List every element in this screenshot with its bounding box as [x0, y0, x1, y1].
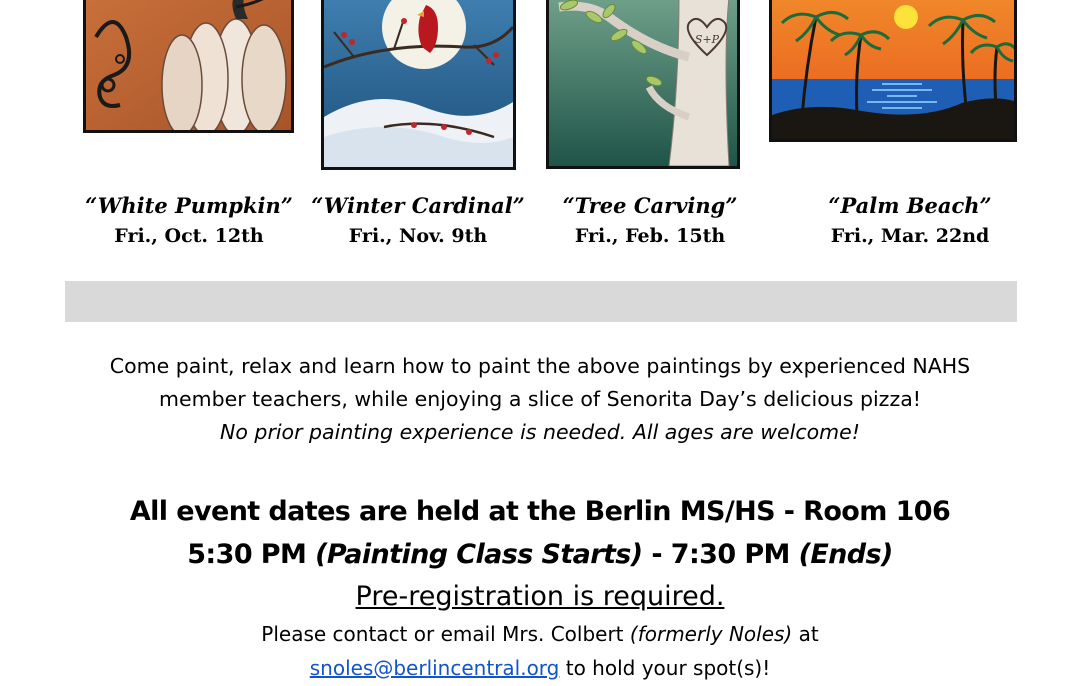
contact-line — [0, 618, 1080, 650]
preregistration-notice: Pre-registration is required. — [355, 581, 725, 612]
painting-title: “Tree Carving” — [562, 193, 738, 218]
formerly-note: (formerly Noles) — [629, 622, 793, 646]
caption-palm-beach — [790, 190, 1030, 250]
divider-bar — [65, 281, 1017, 322]
painting-title: “White Pumpkin” — [85, 193, 293, 218]
email-link[interactable]: snoles@berlincentral.org — [309, 656, 560, 680]
event-location: All event dates are held at the Berlin MS/HS - Room 106 — [129, 496, 951, 527]
intro-line: member teachers, while enjoying a slice of Senorita Day’s delicious pizza! — [159, 387, 921, 411]
intro-note: No prior painting experience is needed. All ages are welcome! — [220, 420, 860, 444]
email-suffix: to hold your spot(s)! — [565, 656, 771, 680]
painting-white-pumpkin — [83, 0, 294, 133]
painting-winter-cardinal — [321, 0, 516, 170]
intro-paragraph — [0, 350, 1080, 449]
contact-text: Please contact or email Mrs. Colbert — [261, 622, 624, 646]
event-details — [0, 490, 1080, 686]
start-note: (Painting Class Starts) — [315, 539, 643, 570]
painting-date: Fri., Mar. 22nd — [830, 225, 990, 247]
time-separator: - — [651, 539, 662, 570]
painting-tree-carving — [546, 0, 740, 169]
painting-date: Fri., Nov. 9th — [348, 225, 488, 247]
email-line — [0, 650, 1080, 686]
caption-white-pumpkin — [72, 190, 306, 250]
painting-palm-beach — [769, 0, 1017, 142]
start-time: 5:30 PM — [187, 539, 307, 570]
carving-initials: S+P — [694, 33, 720, 46]
contact-at: at — [798, 622, 819, 646]
end-time: 7:30 PM — [670, 539, 790, 570]
end-note: (Ends) — [798, 539, 893, 570]
event-time — [0, 533, 1080, 576]
painting-date: Fri., Oct. 12th — [114, 225, 264, 247]
painting-title: “Palm Beach” — [828, 193, 992, 218]
intro-line: Come paint, relax and learn how to paint the above paintings by experienced NAHS — [109, 354, 971, 378]
painting-title: “Winter Cardinal” — [311, 193, 525, 218]
caption-tree-carving — [530, 190, 770, 250]
caption-winter-cardinal — [300, 190, 536, 250]
painting-date: Fri., Feb. 15th — [574, 225, 726, 247]
